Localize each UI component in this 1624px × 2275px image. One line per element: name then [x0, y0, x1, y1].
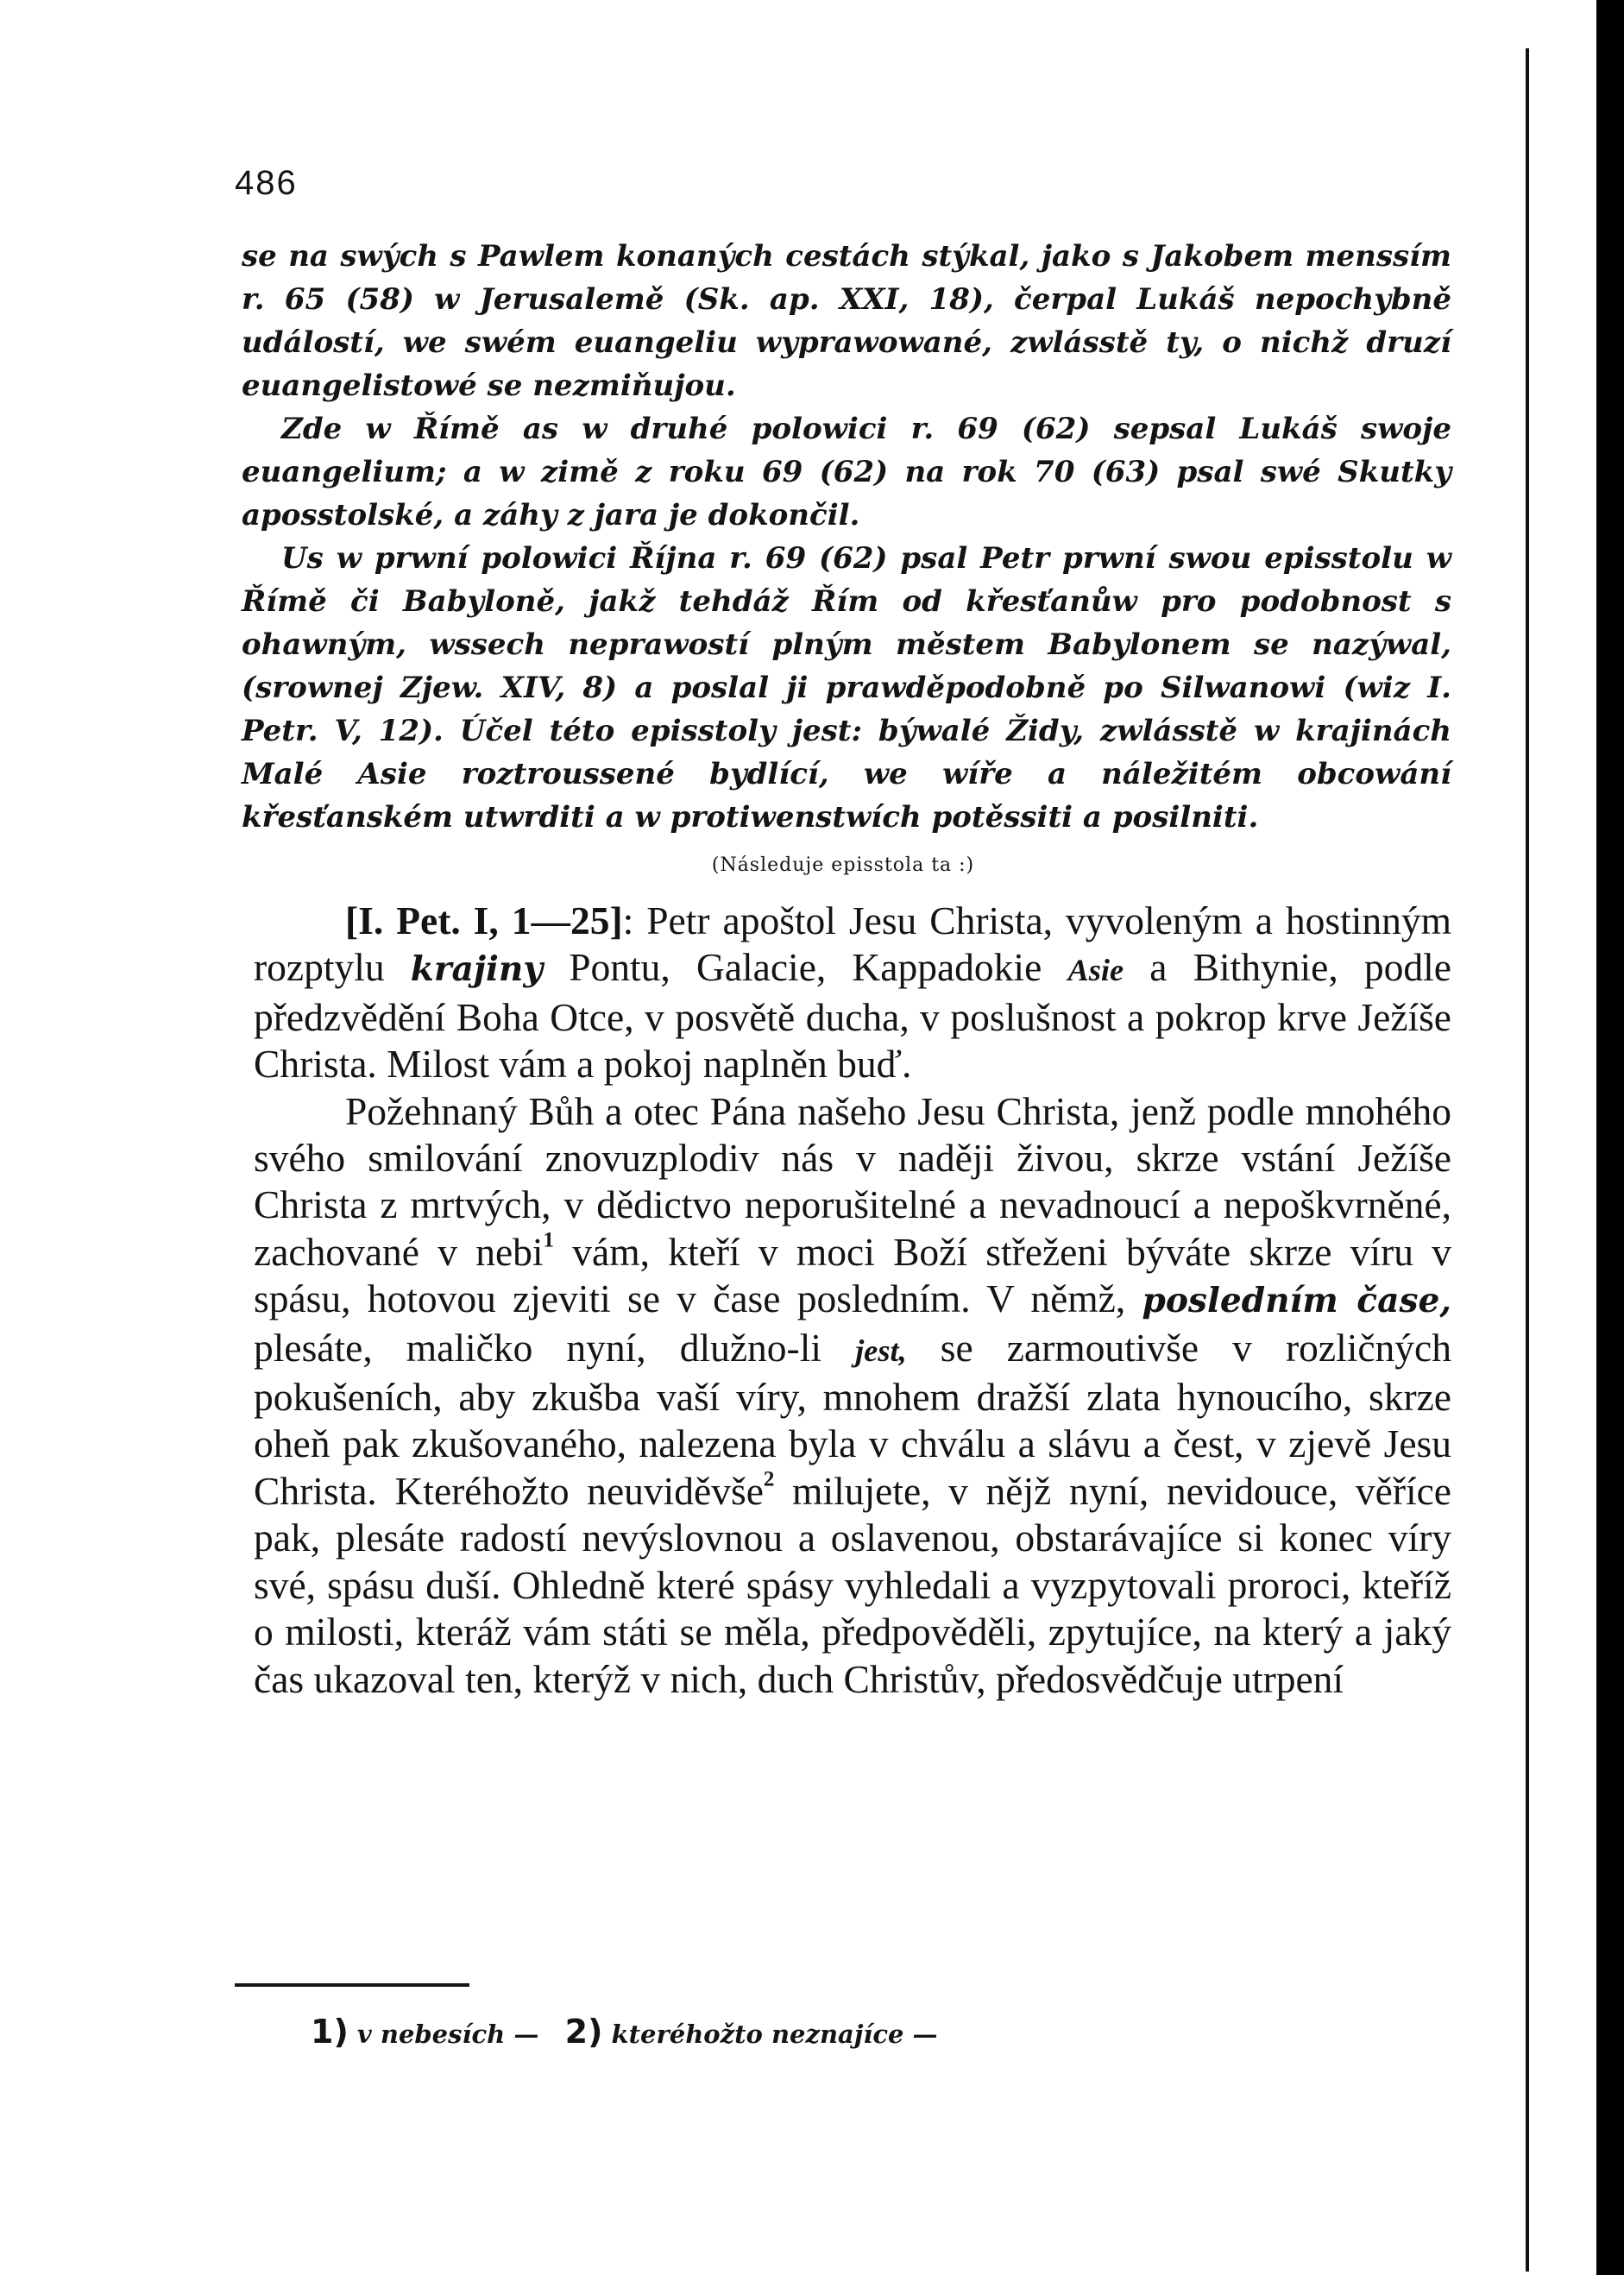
fraktur-phrase: posledním čase, [1142, 1281, 1451, 1321]
scripture-segment: Pontu, Galacie, Kappadokie [543, 945, 1068, 990]
footnote-number: 1) [311, 2013, 349, 2051]
fraktur-word: krajiny [410, 949, 544, 990]
footnote-text: v nebesích — [356, 2020, 539, 2049]
intro-paragraph: se na swých s Pawlem konaných cestách stýkal, jako s Jakobem menssím r. 65 (58) w Jerusalemě (Sk. ap. XXI, 18), čerpal Lukáš nepochybně událostí, we swém euangeliu wyprawowané, zwlásstě ty, o nichž druzí euangelistowé se nezmiňujou. [242, 239, 1451, 403]
scripture-segment: milujete, v nějž nyní, nevidouce, věříce pak, plesáte radostí nevýslovnou a oslavenou, obstarávajíce si konec víry své, spásu duší. Ohledně které spásy vyhledali a vyzpytovali proroci, kteříž o milosti, kteráž vám státi se měla, předpověděli, zpytujíce, na který a jaký čas ukazoval ten, kterýž v nich, duch Christův, předosvědčuje utrpení [254, 1468, 1452, 1701]
footnote-marker: 2 [763, 1467, 775, 1491]
italic-word: jest, [855, 1333, 907, 1368]
page-number: 486 [235, 164, 298, 202]
scripture-segment: se zarmoutivše v rozličných pokušeních, aby zkušba vaší víry, mnohem dražší zlata hynoucího, skrze oheň pak zkušovaného, nalezena byla v chválu a slávu a čest, v zjevě Jesu Christa. Kteréhožto neuviděvše [254, 1325, 1451, 1513]
scripture-text [254, 898, 1451, 1703]
footnotes [311, 2013, 1174, 2051]
scripture-segment: plesáte, maličko nyní, dlužno-li [254, 1325, 856, 1370]
editor-note: (Následuje episstola ta :) [711, 854, 975, 876]
scripture-segment: vám, kteří v moci Boží střeženi býváte skrze víru v spásu, hotovou zjeviti se v čase posledním. V němž, [254, 1229, 1451, 1321]
scripture-reference: [I. Pet. I, 1—25] [345, 898, 623, 942]
footnote-rule [235, 1983, 469, 1987]
intro-paragraph: Us w prwní polowici Října r. 69 (62) psal Petr prwní swou episstolu w Římě či Babyloně, jakž tehdáž Řím od křesťanůw pro podobnost s ohawným, wssech neprawostí plným městem Babylonem se nazýwal, (srownej Zjew. XIV, 8) a poslal ji prawděpodobně po Silwanowi (wiz I. Petr. V, 12). Účel této episstoly jest: býwalé Židy, zwlásstě w krajinách Malé Asie roztroussené bydlící, we wíře a náležitém obcowání křesťanském utwrditi a w protiwenstwích potěssiti a posilniti. [242, 541, 1451, 835]
scripture-segment: Požehnaný Bůh a otec Pána našeho Jesu Christa, jenž podle mnohého svého smilování znovuzplodiv nás v naději živou, skrze vstání Ježíše Christa z mrtvých, v dědictvo neporušitelné a nevadnoucí a nepoškvrněné, zachované v nebi [254, 1088, 1451, 1274]
footnote-marker: 1 [543, 1228, 555, 1252]
footnote-number: 2) [564, 2013, 603, 2051]
scripture-paragraph [254, 1088, 1451, 1703]
italic-word: Asie [1067, 953, 1124, 988]
scripture-paragraph [254, 898, 1451, 1088]
scripture-segment: : Petr apoštol Jesu Christa, vyvoleným a hostinným rozptylu [254, 898, 1452, 990]
footnote-text: kteréhožto neznajíce — [611, 2020, 938, 2049]
scripture-segment: a Bithynie, podle předzvědění Boha Otce, v posvětě ducha, v poslušnost a pokrop krve Ježíše Christa. Milost vám a pokoj naplněn buď. [254, 945, 1452, 1087]
page-edge-line [1526, 48, 1529, 2272]
introduction-text [242, 235, 1451, 839]
intro-paragraph: Zde w Římě as w druhé polowici r. 69 (62) sepsal Lukáš swoje euangelium; a w zimě z roku 69 (62) na rok 70 (63) psal swé Skutky aposstolské, a záhy z jara je dokončil. [242, 412, 1451, 533]
